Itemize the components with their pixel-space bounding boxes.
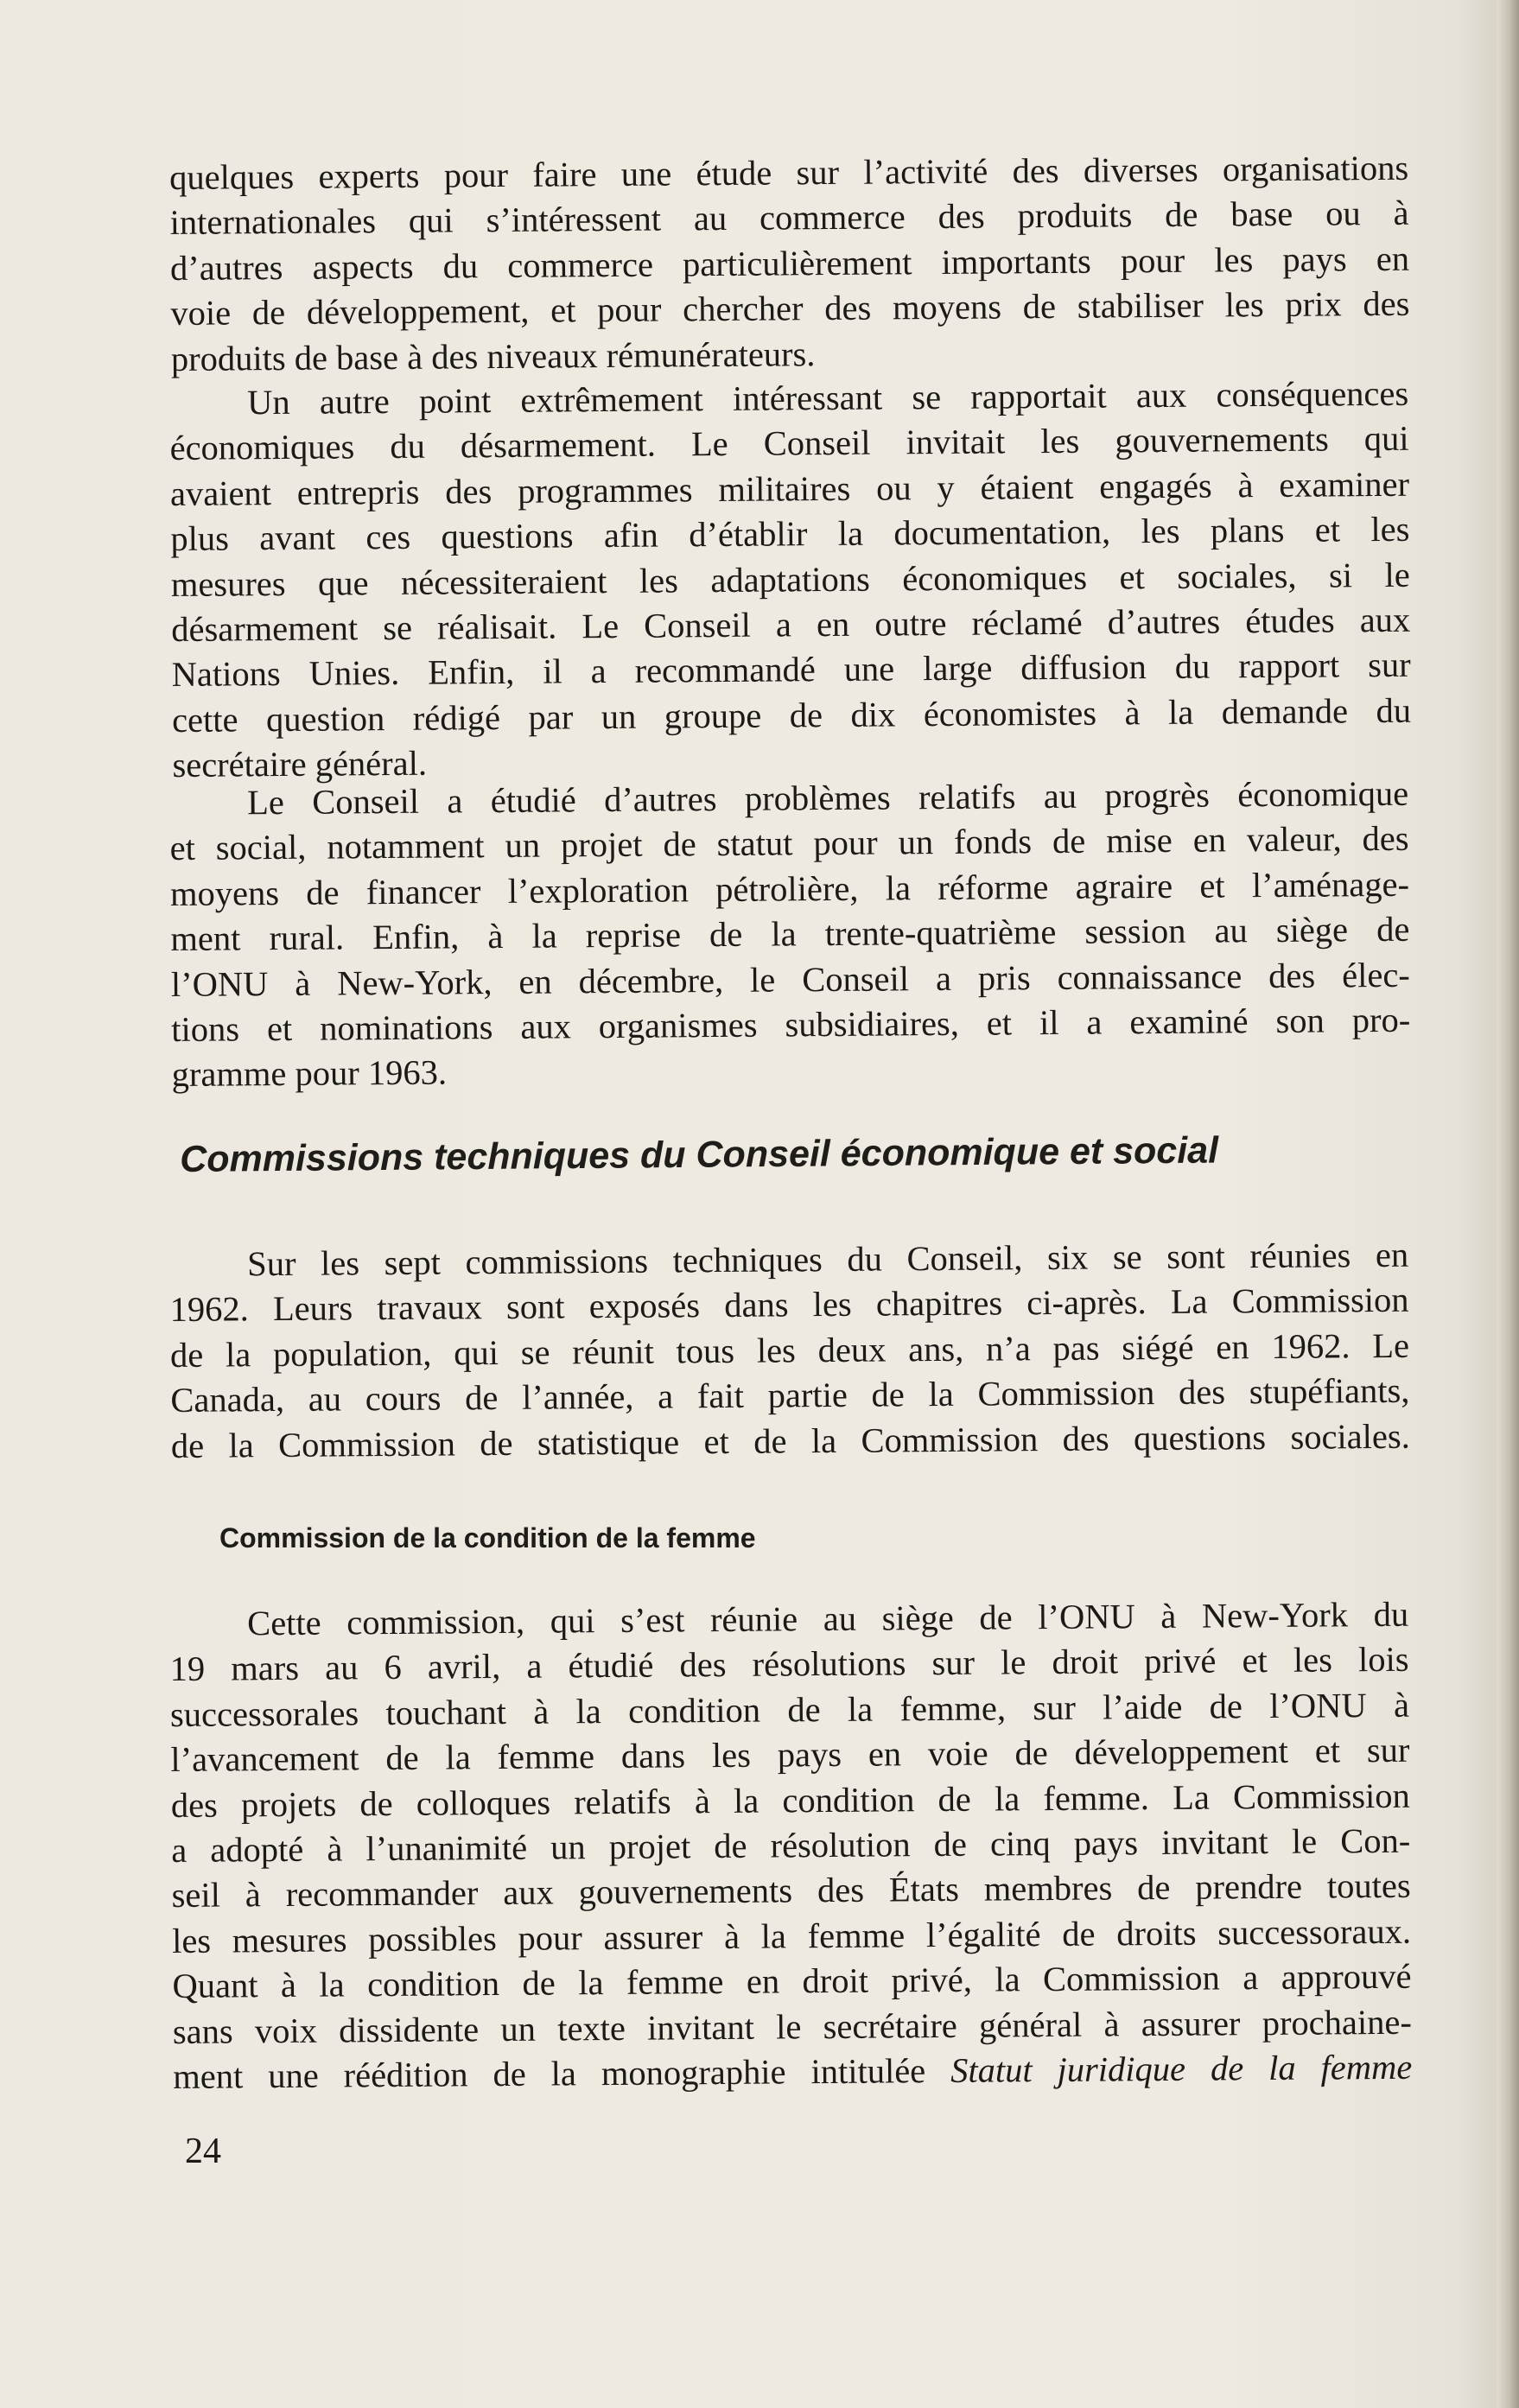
text-line: des projets de colloques relatifs à la condition de la femme. La Commission (170, 1776, 1410, 1825)
paragraph-5 (169, 1592, 1412, 2100)
text-line: moyens de financer l’exploration pétrolière, la réforme agraire et l’aménage- (169, 864, 1410, 913)
paragraph-3-text (169, 772, 1411, 1098)
text-line: 1962. Leurs travaux sont exposés dans les chapitres ci-après. La Commission (169, 1280, 1409, 1330)
text-line: cette question rédigé par un groupe de dix économistes à la demande du (171, 690, 1412, 740)
text-line: économiques du désarmement. Le Conseil invitait les gouvernements qui (169, 419, 1409, 468)
text-line: successorales touchant à la condition de la femme, sur l’aide de l’ONU à (169, 1685, 1410, 1734)
text-line: l’ONU à New-York, en décembre, le Conseil a pris connaissance des élec- (170, 955, 1410, 1004)
text-line: produits de base à des niveaux rémunérateurs. (170, 334, 816, 378)
text-fragment: ment une réédition de la monographie intitulée (173, 2050, 951, 2097)
paragraph-5-text (169, 1592, 1412, 2100)
subsection-heading: Commission de la condition de la femme (219, 1522, 756, 1553)
text-line: de la Commission de statistique et de la Commission des questions sociales. (170, 1416, 1410, 1465)
text-line: désarmement se réalisait. Le Conseil a en outre réclamé d’autres études aux (171, 600, 1411, 650)
text-line: Un autre point extrêmement intéressant se rapportait aux conséquences (247, 373, 1409, 423)
text-line: l’avancement de la femme dans les pays en voie de développement et sur (170, 1730, 1410, 1780)
text-line: internationales qui s’intéressent au commerce des produits de base ou à (169, 194, 1409, 243)
text-line: a adopté à l’unanimité un projet de résolution de cinq pays invitant le Con- (171, 1820, 1411, 1871)
paragraph-4 (169, 1233, 1410, 1469)
paragraph-3 (169, 772, 1411, 1098)
text-line: quelques experts pour faire une étude sur l’activité des diverses organisations (169, 148, 1409, 197)
text-line: et social, notamment un projet de statut pour un fonds de mise en valeur, des (169, 819, 1409, 868)
paragraph-1-text (169, 146, 1410, 382)
paragraph-2-text (169, 372, 1412, 789)
text-line-final (173, 2045, 1412, 2100)
paragraph-1 (169, 146, 1410, 382)
text-line: plus avant ces questions afin d’établir la documentation, les plans et les (170, 509, 1410, 559)
text-line: secrétaire général. (172, 743, 428, 785)
text-line: mesures que nécessiteraient les adaptations économiques et sociales, si le (170, 555, 1410, 604)
text-line: Canada, au cours de l’année, a fait partie de la Commission des stupéfiants, (170, 1370, 1410, 1420)
italic-title: Statut juridique de la femme (950, 2047, 1413, 2090)
text-line: de la population, qui se réunit tous les deux ans, n’a pas siégé en 1962. Le (169, 1325, 1410, 1375)
paragraph-4-text (169, 1233, 1410, 1469)
text-line: seil à recommander aux gouvernements des États membres de prendre toutes (171, 1866, 1411, 1916)
text-line: Quant à la condition de la femme en droit privé, la Commission a approuvé (172, 1956, 1412, 2006)
page-binding-edge (1497, 0, 1519, 2408)
text-line: Cette commission, qui s’est réunie au siège de l’ONU à New-York du (247, 1594, 1409, 1643)
text-line: Nations Unies. Enfin, il a recommandé une large diffusion du rapport sur (171, 645, 1411, 695)
text-line: les mesures possibles pour assurer à la femme l’égalité de droits successoraux. (171, 1911, 1412, 1960)
text-line: gramme pour 1963. (171, 1052, 448, 1095)
text-line: voie de développement, et pour chercher des moyens de stabiliser les prix des (170, 283, 1410, 334)
paragraph-2 (169, 372, 1412, 789)
text-line: avaient entrepris des programmes militaires ou y étaient engagés à examiner (169, 464, 1410, 513)
text-line: Sur les sept commissions techniques du Conseil, six se sont réunies en (247, 1235, 1409, 1284)
text-line: sans voix dissidente un texte invitant le secrétaire général à assurer prochaine- (172, 2002, 1413, 2051)
page-number: 24 (185, 2132, 221, 2171)
text-line: Le Conseil a étudié d’autres problèmes relatifs au progrès économique (247, 773, 1409, 823)
text-line: tions et nominations aux organismes subsidiaires, et il a examiné son pro- (171, 1000, 1411, 1050)
text-line: d’autres aspects du commerce particulièrement importants pour les pays en (169, 238, 1410, 288)
section-heading: Commissions techniques du Conseil économique et social (180, 1129, 1219, 1180)
text-line: ment rural. Enfin, à la reprise de la trente-quatrième session au siège de (170, 909, 1410, 959)
text-line: 19 mars au 6 avril, a étudié des résolutions sur le droit privé et les lois (169, 1640, 1409, 1689)
